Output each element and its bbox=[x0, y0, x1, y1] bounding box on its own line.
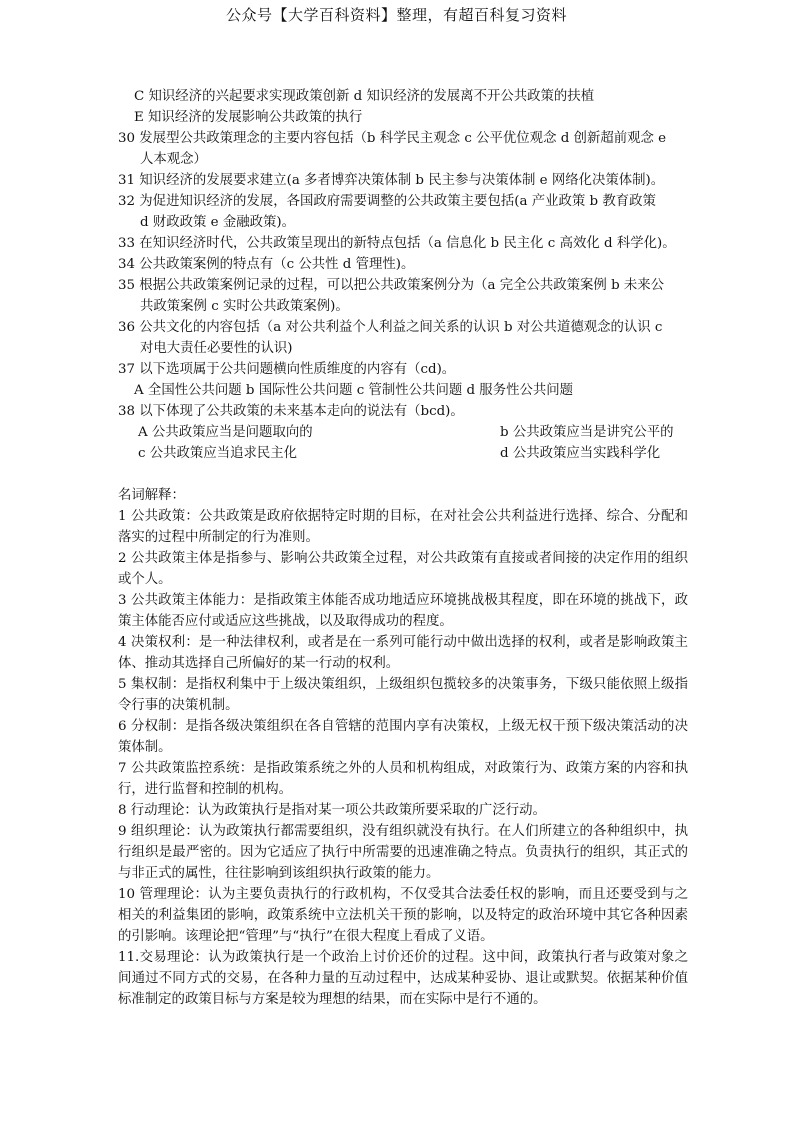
option-b: b 公共政策应当是讲究公平的 bbox=[500, 425, 674, 440]
question-31: 31 知识经济的发展要求建立(a 多者博弈决策体制 b 民主参与决策体制 e 网络化决策体制)。 bbox=[118, 173, 665, 188]
option-line: C 知识经济的兴起要求实现政策创新 d 知识经济的发展离不开公共政策的扶植 bbox=[134, 89, 595, 104]
question-38: 38 以下体现了公共政策的未来基本走向的说法有（bcd)。 bbox=[118, 404, 464, 419]
option-c: c 公共政策应当追求民主化 bbox=[138, 446, 298, 461]
option-line: E 知识经济的发展影响公共政策的执行 bbox=[134, 110, 363, 125]
question-38-options-row2 bbox=[118, 443, 688, 464]
question-33: 33 在知识经济时代，公共政策呈现出的新特点包括（a 信息化 b 民主化 c 高效化 d 科学化)。 bbox=[118, 236, 676, 251]
glossary-item: 1 公共政策：公共政策是政府依据特定时期的目标，在对社会公共利益进行选择、综合、分配和落实的过程中所制定的行为准则。 bbox=[118, 509, 688, 545]
page-header: 公众号【大学百科资料】整理，有超百科复习资料 bbox=[225, 6, 567, 24]
question-37-options: A 全国性公共问题 b 国际性公共问题 c 管制性公共问题 d 服务性公共问题 bbox=[134, 383, 574, 398]
glossary-item: 6 分权制：是指各级决策组织在各自管辖的范围内享有决策权，上级无权干预下级决策活动的决策体制。 bbox=[118, 719, 688, 755]
glossary-item: 4 决策权利：是一种法律权利，或者是在一系列可能行动中做出选择的权利，或者是影响政策主体、推动其选择自己所偏好的某一行动的权利。 bbox=[118, 635, 688, 671]
glossary-item: 11.交易理论：认为政策执行是一个政治上讨价还价的过程。这中间，政策执行者与政策对象之间通过不同方式的交易，在各种力量的互动过程中，达成某种妥协、退让或默契。依据某种价值标准制定的政策目标与方案是较为理想的结果，而在实际中是行不通的。 bbox=[118, 950, 688, 1007]
glossary-item: 9 组织理论：认为政策执行都需要组织，没有组织就没有执行。在人们所建立的各种组织中，执行组织是最严密的。因为它适应了执行中所需要的迅速准确之特点。负责执行的组织，其正式的与非正式的属性，往往影响到该组织执行政策的能力。 bbox=[118, 824, 688, 881]
question-35-cont: 共政策案例 c 实时公共政策案例)。 bbox=[140, 299, 349, 314]
question-32: 32 为促进知识经济的发展，各国政府需要调整的公共政策主要包括(a 产业政策 b 教育政策 bbox=[118, 194, 656, 209]
option-a: A 公共政策应当是问题取向的 bbox=[138, 425, 313, 440]
glossary-item: 8 行动理论：认为政策执行是指对某一项公共政策所要采取的广泛行动。 bbox=[118, 803, 546, 818]
question-32-cont: d 财政政策 e 金融政策)。 bbox=[140, 215, 296, 230]
glossary-item: 5 集权制：是指权利集中于上级决策组织，上级组织包揽较多的决策事务，下级只能依照上级指令行事的决策机制。 bbox=[118, 677, 688, 713]
question-36-cont: 对电大责任必要性的认识) bbox=[140, 341, 293, 356]
document-body bbox=[118, 86, 688, 1010]
question-30: 30 发展型公共政策理念的主要内容包括（b 科学民主观念 c 公平优位观念 d 创新超前观念 e bbox=[118, 131, 667, 146]
glossary-title: 名词解释： bbox=[118, 488, 185, 503]
question-37: 37 以下选项属于公共问题横向性质维度的内容有（cd)。 bbox=[118, 362, 456, 377]
question-30-cont: 人本观念） bbox=[140, 152, 207, 167]
glossary-item: 3 公共政策主体能力：是指政策主体能否成功地适应环境挑战极其程度，即在环境的挑战下，政策主体能否应付或适应这些挑战，以及取得成功的程度。 bbox=[118, 593, 688, 629]
glossary-item: 7 公共政策监控系统：是指政策系统之外的人员和机构组成，对政策行为、政策方案的内容和执行，进行监督和控制的机构。 bbox=[118, 761, 688, 797]
question-35: 35 根据公共政策案例记录的过程，可以把公共政策案例分为（a 完全公共政策案例 b 未来公 bbox=[118, 278, 665, 293]
glossary-item: 10 管理理论：认为主要负责执行的行政机构，不仅受其合法委任权的影响，而且还要受到与之相关的利益集团的影响，政策系统中立法机关干预的影响，以及特定的政治环境中其它各种因素的引影响。该理论把“管理”与“执行”在很大程度上看成了义语。 bbox=[118, 887, 688, 944]
question-38-options-row1 bbox=[118, 422, 688, 443]
question-36: 36 公共文化的内容包括（a 对公共利益个人利益之间关系的认识 b 对公共道德观念的认识 c bbox=[118, 320, 663, 335]
option-d: d 公共政策应当实践科学化 bbox=[500, 446, 661, 461]
question-34: 34 公共政策案例的特点有（c 公共性 d 管理性)。 bbox=[118, 257, 415, 272]
glossary-item: 2 公共政策主体是指参与、影响公共政策全过程，对公共政策有直接或者间接的决定作用的组织或个人。 bbox=[118, 551, 688, 587]
